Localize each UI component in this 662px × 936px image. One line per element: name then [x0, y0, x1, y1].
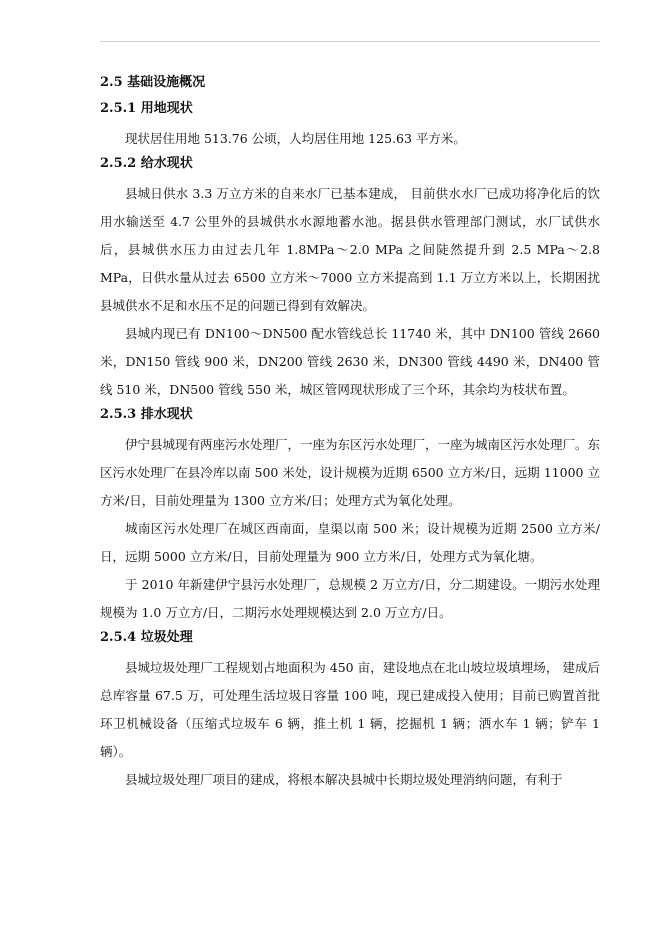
paragraph-water-supply-2: 县城内现已有 DN100～DN500 配水管线总长 11740 米，其中 DN100 管线 2660 米，DN150 管线 900 米，DN200 管线 2630 米，DN300 管线 4490 米，DN400 管线 510 米，DN500 管线 550 米，城区管网现状形成了三个环，其余均为枝状布置。	[100, 326, 604, 397]
paragraph-drainage-1: 伊宁县城现有两座污水处理厂，一座为东区污水处理厂，一座为城南区污水处理厂。东区污水处理厂在县冷库以南 500 米处，设计规模为近期 6500 立方米/日，远期 11000 立方米/日，目前处理量为 1300 立方米/日；处理方式为氧化处理。	[100, 437, 601, 508]
section-title-2-5-1: 2.5.1 用地现状	[100, 101, 193, 116]
paragraph-drainage-3: 于 2010 年新建伊宁县污水处理厂，总规模 2 万立方/日，分二期建设。一期污水处理规模为 1.0 万立方/日，二期污水处理规模达到 2.0 万立方/日。	[100, 577, 600, 620]
paragraph-drainage-2: 城南区污水处理厂在城区西南面，皇渠以南 500 米；设计规模为近期 2500 立方米/日，远期 5000 立方米/日，目前处理量为 900 立方米/日，处理方式为氧化塘。	[100, 521, 600, 564]
section-title-2-5: 2.5 基础设施概况	[100, 75, 206, 90]
section-title-2-5-4: 2.5.4 垃圾处理	[100, 630, 193, 645]
paragraph-water-supply-1: 县城日供水 3.3 万立方米的自来水厂已基本建成， 目前供水水厂已成功将净化后的饮用水输送至 4.7 公里外的县城供水水源地蓄水池。据县供水管理部门测试，水厂试供水后，县城供水压力由过去几年 1.8MPa～2.0 MPa 之间陡然提升到 2.5 MPa～2.8 MPa，日供水量从过去 6500 立方米～7000 立方米提高到 1.1 万立方米以上，长期困扰县城供水不足和水压不足的问题已得到有效解决。	[100, 186, 604, 313]
section-title-2-5-3: 2.5.3 排水现状	[100, 407, 193, 422]
header-rule	[100, 41, 600, 42]
paragraph-land-use: 现状居住用地 513.76 公顷，人均居住用地 125.63 平方米。	[125, 131, 466, 146]
paragraph-waste-1: 县城垃圾处理厂工程规划占地面积为 450 亩，建设地点在北山坡垃圾填埋场， 建成后总库容量 67.5 万，可处理生活垃圾日容量 100 吨，现已建成投入使用；目前已购置首批环卫机械设备（压缩式垃圾车 6 辆，推土机 1 辆，挖掘机 1 辆；洒水车 1 辆；铲车 1 辆）。	[100, 660, 604, 759]
section-title-2-5-2: 2.5.2 给水现状	[100, 156, 193, 171]
paragraph-waste-2: 县城垃圾处理厂项目的建成，将根本解决县城中长期垃圾处理消纳问题，有利于	[125, 772, 563, 787]
document-body	[100, 62, 604, 794]
